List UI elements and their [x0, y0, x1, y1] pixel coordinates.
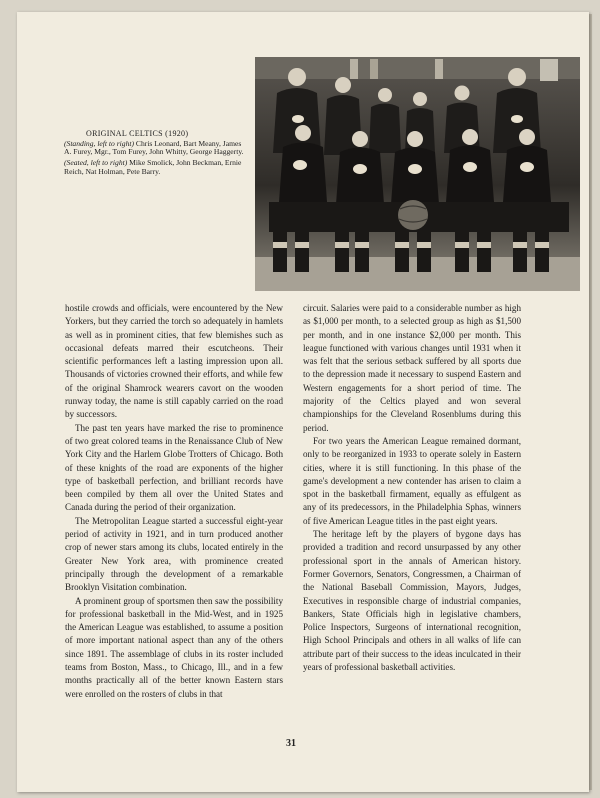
caption-standing-lead: (Standing, left to right)	[64, 138, 135, 148]
left-paragraph-3: The Metropolitan League started a successful eight-year period of activity in 1921, and in turn produced another crop of newer stars among its clubs, located entirely in the Greater New York area, with prominence created principally through the development of a remarkable Brooklyn Visitation combination.	[65, 515, 283, 593]
right-paragraph-2: For two years the American League remained dormant, only to be reorganized in 1933 to operate solely in Eastern cities, where it is still functioning. In this phase of the game's development a new contender has arisen to claim a spot in the basketball firmament, equally as effulgent as any of its predecessors, in the Philadelphia Sphas, winners of five American League titles in the past eight years.	[303, 435, 521, 526]
left-paragraph-1: hostile crowds and officials, were encountered by the New Yorkers, but they carried the torch so adequately in hamlets as well as in prominent cities, that few blemishes such as occasional defeats marred their escutcheons. Their scientific performances left a lasting impression upon all. Thousands of victories crowned their efforts, and while few of the original Shamrock wearers cavort on the wooden runway today, the name is still capably carried on the road by successors.	[65, 303, 283, 420]
page-number: 31	[286, 738, 296, 749]
caption-standing	[64, 140, 244, 157]
text-column-right	[303, 302, 521, 674]
left-paragraph-4: A prominent group of sportsmen then saw the possibility for professional basketball in the Mid-West, and in 1925 the American League was established, to assume a position of more important national aspect than any of the others since 1891. The assemblage of clubs in its roster included teams from Boston, Mass., to Chicago, Ill., and in a few months practically all of the better known Eastern stars were enrolled on the rosters of clubs in that	[65, 595, 283, 699]
right-paragraph-1: circuit. Salaries were paid to a considerable number as high as $1,000 per month, to a selected group as high as $1,500 per month, and in one instance $2,000 per month. This league functioned with various changes until 1931 when it was felt that the serious setback suffered by all sports due to the depression made it necessary to suspend Eastern and Western engagements for a short period of time. The majority of the Celtics played and won several championships for the Cleveland Rosenblums during this period.	[303, 303, 521, 433]
photo-caption	[64, 130, 244, 179]
left-paragraph-2: The past ten years have marked the rise to prominence of two great colored teams in the Renaissance Club of New York City and the Harlem Globe Trotters of Chicago. Both of these knights of the road are exponents of the higher type of basketball perfection, and brilliant records have been compiled by them all over the United States and Canada during the period of their organization.	[65, 422, 283, 513]
caption-title: ORIGINAL CELTICS (1920)	[86, 129, 189, 138]
team-photo	[255, 57, 580, 291]
right-paragraph-3: The heritage left by the players of bygone days has provided a tradition and record unsurpassed by any other professional sport in the annals of American history. Former Governors, Senators, Congressmen, a Chairman of the National Baseball Commission, Mayors, Judges, Executives in responsible charge of industrial companies, Bankers, State Officials high in legislative chambers, Police Inspectors, Surgeons of international recognition, High School Principals and others in all walks of life can attribute part of their success to the ideas inculcated in their years of professional basketball activities.	[303, 529, 521, 673]
caption-seated	[64, 159, 244, 176]
text-column-left	[65, 302, 283, 701]
caption-standing-names: Chris Leonard, Bart Meany, James A. Furey, Mgr., Tom Furey, John Whitty, George Haggerty.	[64, 138, 244, 157]
caption-seated-names: Mike Smolick, John Beckman, Ernie Reich, Nat Holman, Pete Barry.	[64, 158, 242, 176]
caption-seated-lead: (Seated, left to right)	[64, 158, 128, 168]
